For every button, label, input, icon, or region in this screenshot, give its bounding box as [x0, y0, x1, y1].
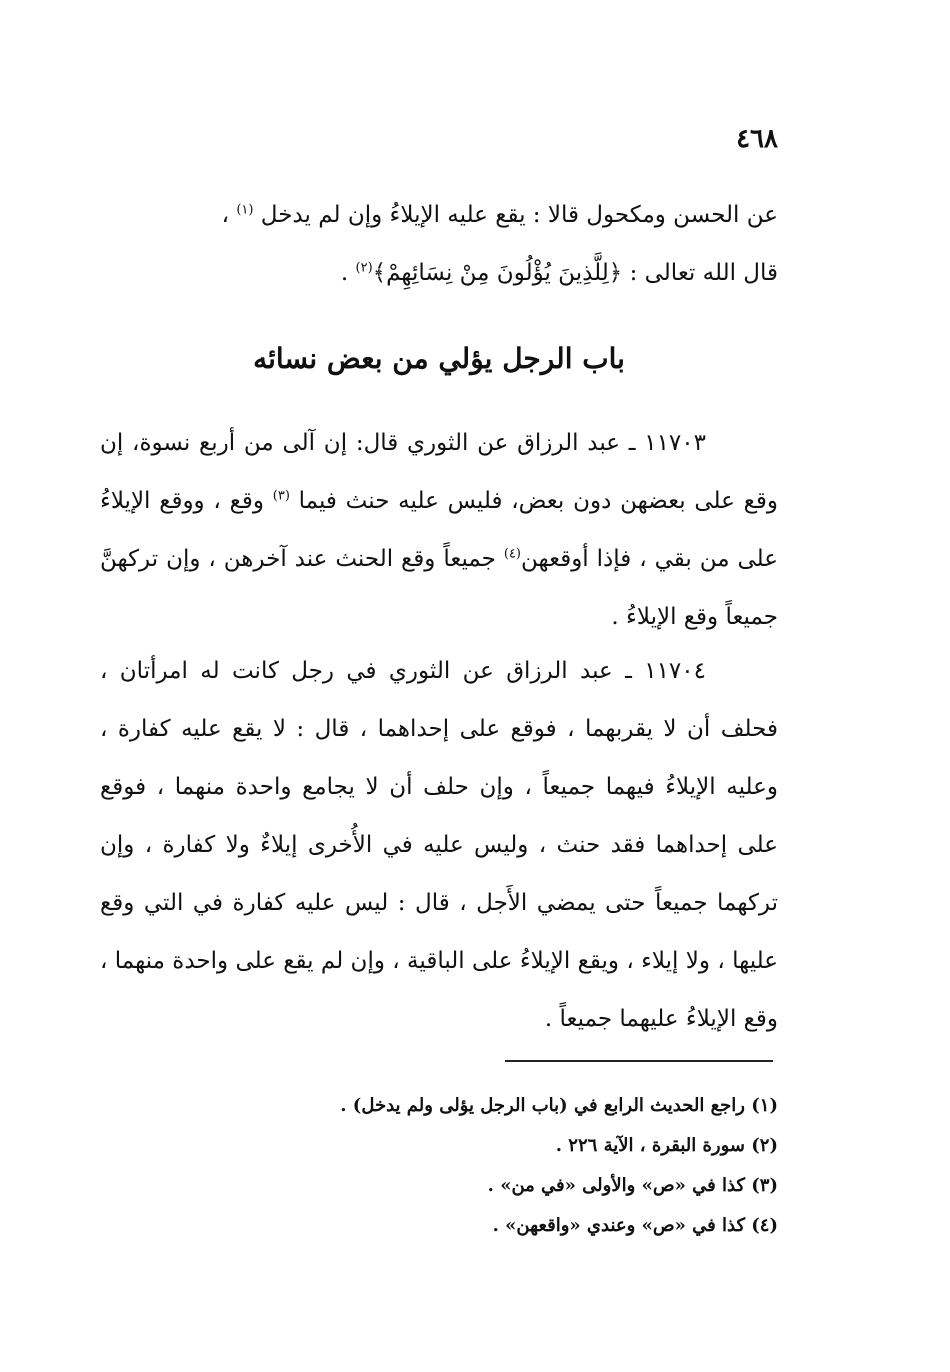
footnotes	[100, 1086, 778, 1246]
footnote-1: (١) راجع الحديث الرابع في (باب الرجل يؤلى ولم يدخل) .	[340, 1095, 778, 1116]
intro-line-1	[100, 186, 778, 244]
intro-line-2-end: .	[340, 260, 349, 286]
footnote-ref-4: (٤)	[503, 546, 521, 562]
hadith-11703-part-1: ١١٧٠٣ ـ عبد الرزاق عن الثوري قال: إن آلى من أربع نسوة، إن وقع على بعضهن دون بعض، فليس عليه حنث فيما	[100, 430, 779, 514]
intro-paragraph	[100, 186, 778, 302]
page-number: ٤٦٨	[736, 124, 778, 154]
intro-line-2	[100, 244, 778, 302]
footnote-divider	[505, 1060, 773, 1062]
quran-quote: قال الله تعالى : ﴿لِلَّذِينَ يُؤْلُونَ مِنْ نِسَائِهِمْ﴾	[372, 260, 778, 286]
footnote-2: (٢) سورة البقرة ، الآية ٢٢٦ .	[555, 1135, 778, 1156]
intro-line-1-end: ،	[221, 202, 230, 228]
hadith-11704	[100, 642, 778, 1048]
footnote-3: (٣) كذا في «ص» والأولى «في من» .	[487, 1175, 778, 1196]
hadith-11703-part-3: جميعاً وقع الحنث عند آخرهن ، وإن تركهنَّ جميعاً وقع الإيلاءُ .	[100, 546, 778, 630]
hadith-11704-paragraph: ١١٧٠٤ ـ عبد الرزاق عن الثوري في رجل كانت له امرأتان ، فحلف أن لا يقربهما ، فوقع على إحداهما ، قال : لا يقع عليه كفارة ، وعليه الإيلاءُ فيهما جميعاً ، وإن حلف أن لا يجامع واحدة منهما ، فوقع على إحداهما فقد حنث ، وليس عليه في الأُخرى إيلاءٌ ولا كفارة ، وإن تركهما جميعاً حتى يمضي الأَجل ، قال : ليس عليه كفارة في التي وقع عليها ، ولا إيلاء ، ويقع الإيلاءُ على الباقية ، وإن لم يقع على واحدة منهما ، وقع الإيلاءُ عليهما جميعاً .	[100, 658, 778, 1032]
intro-line-1-text: عن الحسن ومكحول قالا : يقع عليه الإيلاءُ وإن لم يدخل	[260, 202, 778, 228]
hadith-11703	[100, 414, 778, 646]
footnote-ref-2: (٢)	[355, 260, 373, 276]
hadith-11703-paragraph	[100, 414, 778, 646]
hadith-11703-part-2: وقع ، ووقع الإيلاءُ على من بقي ، فإذا أوقعهن	[100, 488, 779, 572]
footnote-ref-3: (٣)	[272, 488, 290, 504]
footnote-ref-1: (١)	[236, 202, 254, 218]
chapter-title: باب الرجل يؤلي من بعض نسائه	[253, 342, 625, 375]
footnote-4: (٤) كذا في «ص» وعندي «واقعهن» .	[492, 1215, 778, 1236]
